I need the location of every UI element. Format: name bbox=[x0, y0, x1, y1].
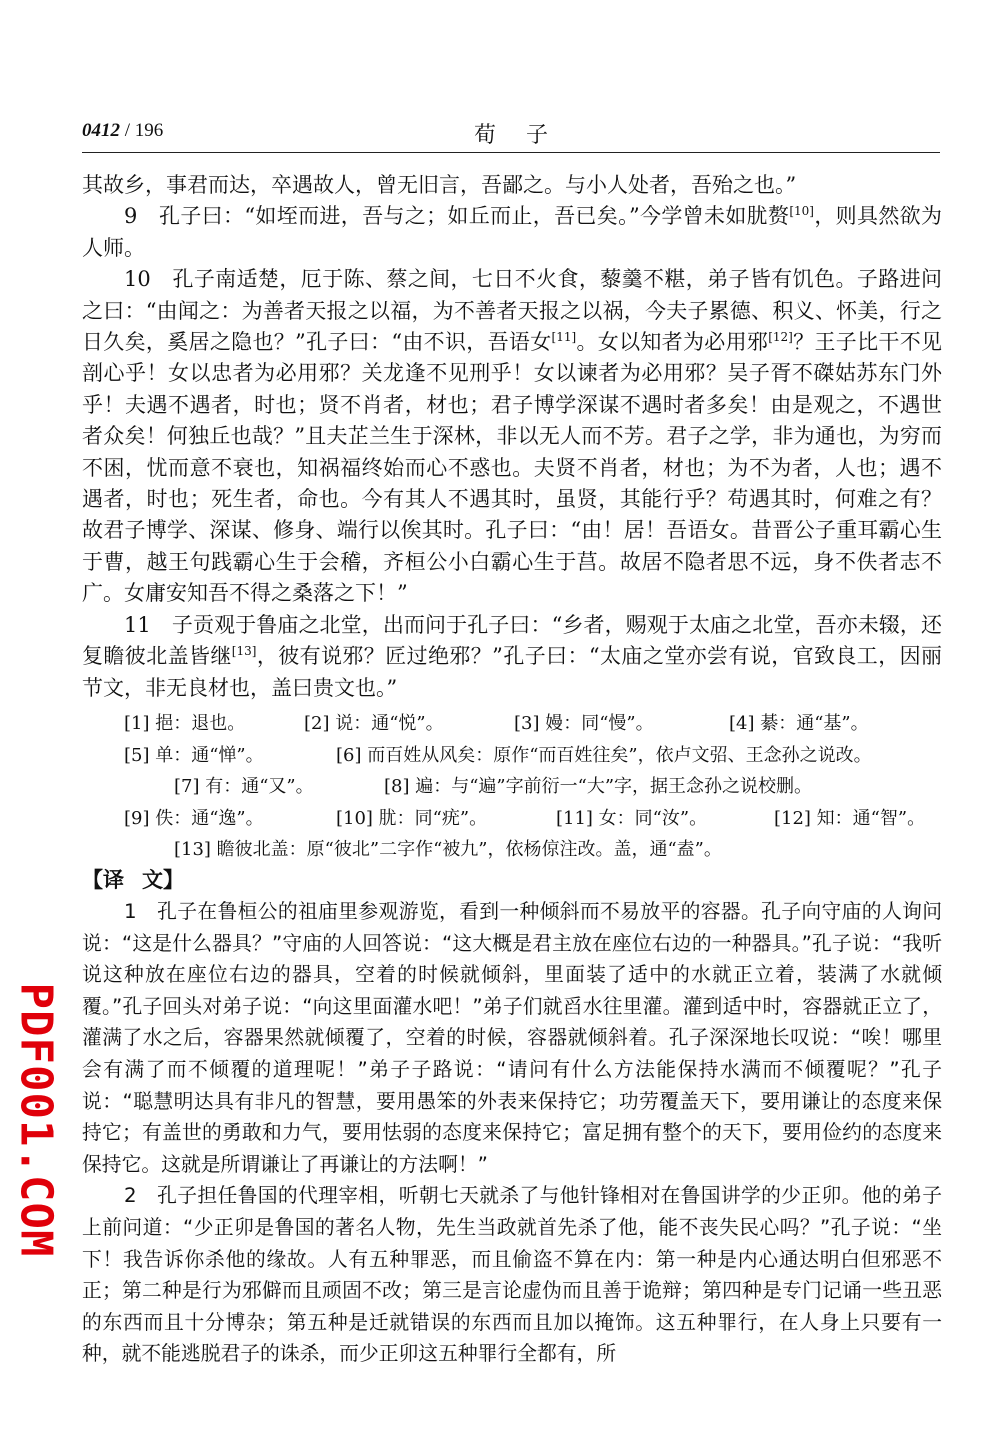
footnote-ref-13: [13] bbox=[231, 644, 257, 659]
note-9: [9] 佚：通“逸”。 bbox=[124, 807, 264, 829]
note-1: [1] 挹：退也。 bbox=[124, 713, 246, 734]
note-11: [11] 女：同“汝”。 bbox=[556, 807, 708, 829]
note-6: [6] 而百姓从风矣：原作“而百姓往矣”，依卢文弨、王念孙之说改。 bbox=[336, 744, 872, 766]
note-row-4 bbox=[124, 803, 944, 835]
note-row-1 bbox=[124, 708, 944, 740]
paragraph-11: 11 子贡观于鲁庙之北堂，出而问于孔子曰：“乡者，赐观于太庙之北堂，吾亦未辍，还复瞻彼北盖皆继[13]，彼有说邪？匠过绝邪？”孔子曰：“太庙之堂亦尝有说，官致良工，因丽节文，非无良材也，盖曰贵文也。” bbox=[82, 612, 942, 700]
note-2: [2] 说：通“悦”。 bbox=[304, 713, 444, 734]
note-3: [3] 嫚：同“慢”。 bbox=[514, 713, 654, 734]
note-10: [10] 肬：同“疣”。 bbox=[336, 807, 488, 829]
annotations bbox=[124, 708, 944, 866]
translation-text bbox=[82, 896, 942, 1370]
note-row-3 bbox=[124, 771, 944, 803]
page-number-value: 196 bbox=[134, 120, 164, 141]
note-7: [7] 有：通“又”。 bbox=[174, 776, 314, 797]
note-13: [13] 瞻彼北盖：原“彼北”二字作“被九”，依杨倞注改。盖，通“盍”。 bbox=[174, 839, 722, 860]
note-row-5 bbox=[124, 834, 944, 866]
paragraph-9: 9 孔子曰：“如垤而进，吾与之；如丘而止，吾已矣。”今学曾未如肬赘[10]，则具然欲为人师。 bbox=[82, 204, 942, 260]
note-8: [8] 遍：与“遍”字前衍一“大”字，据王念孙之说校删。 bbox=[384, 776, 813, 797]
footnote-ref-12: [12] bbox=[768, 330, 793, 345]
carryover-line: 其故乡，事君而达，卒遇故人，曾无旧言，吾鄙之。与小人处者，吾殆之也。” bbox=[82, 173, 797, 197]
page-separator: / bbox=[120, 120, 135, 141]
translation-paragraph-2: 2 孔子担任鲁国的代理宰相，听朝七天就杀了与他针锋相对在鲁国讲学的少正卯。他的弟子上前问道：“少正卯是鲁国的著名人物，先生当政就首先杀了他，能不丧失民心吗？”孔子说：“坐下！我告诉你杀他的缘故。人有五种罪恶，而且偷盗不算在内：第一种是内心通达明白但邪恶不正；第二种是行为邪僻而且顽固不改；第三是言论虚伪而且善于诡辩；第四种是专门记诵一些丑恶的东西而且十分博杂；第五种是迁就错误的东西而且加以掩饰。这五种罪行，在人身上只要有一种，就不能逃脱君子的诛杀，而少正卯这五种罪行全都有，所 bbox=[82, 1184, 942, 1366]
original-text bbox=[82, 170, 942, 704]
section-heading-translation: 【译 文】 bbox=[82, 867, 184, 892]
watermark: PDF001.COM bbox=[10, 982, 62, 1258]
note-12: [12] 知：通“智”。 bbox=[774, 807, 926, 829]
book-title: 荀子 bbox=[473, 123, 578, 148]
translation-paragraph-1: 1 孔子在鲁桓公的祖庙里参观游览，看到一种倾斜而不易放平的容器。孔子向守庙的人询问说：“这是什么器具？”守庙的人回答说：“这大概是君主放在座位右边的一种器具。”孔子说：“我听说这种放在座位右边的器具，空着的时候就倾斜，里面装了适中的水就正立着，装满了水就倾覆。”孔子回头对弟子说：“向这里面灌水吧！”弟子们就舀水往里灌。灌到适中时，容器就正立了，灌满了水之后，容器果然就倾覆了，空着的时候，容器就倾斜着。孔子深深地长叹说：“唉！哪里会有满了而不倾覆的道理呢！”弟子子路说：“请问有什么方法能保持水满而不倾覆呢？”孔子说：“聪慧明达具有非凡的智慧，要用愚笨的外表来保持它；功劳覆盖天下，要用谦让的态度来保持它；有盖世的勇敢和力气，要用怯弱的态度来保持它；富足拥有整个的天下，要用俭约的态度来保持它。这就是所谓谦让了再谦让的方法啊！” bbox=[82, 900, 942, 1176]
note-5: [5] 单：通“惮”。 bbox=[124, 744, 264, 766]
note-row-2 bbox=[124, 740, 944, 772]
page-code: 0412 bbox=[82, 120, 120, 141]
footnote-ref-10: [10] bbox=[789, 204, 814, 219]
footnote-ref-11: [11] bbox=[551, 330, 577, 345]
page-header bbox=[82, 118, 940, 153]
paragraph-10: 10 孔子南适楚，厄于陈、蔡之间，七日不火食，藜羹不糂，弟子皆有饥色。子路进问之曰：“由闻之：为善者天报之以福，为不善者天报之以祸，今夫子累德、积义、怀美，行之日久矣，奚居之隐也？”孔子曰：“由不识，吾语女[11]。女以知者为必用邪[12]？王子比干不见剖心乎！女以忠者为必用邪？关龙逢不见刑乎！女以谏者为必用邪？吴子胥不磔姑苏东门外乎！夫遇不遇者，时也；贤不肖者，材也；君子博学深谋不遇时者多矣！由是观之，不遇世者众矣！何独丘也哉？”且夫芷兰生于深林，非以无人而不芳。君子之学，非为通也，为穷而不困，忧而意不衰也，知祸福终始而心不惑也。夫贤不肖者，材也；为不为者，人也；遇不遇者，时也；死生者，命也。今有其人不遇其时，虽贤，其能行乎？苟遇其时，何难之有？故君子博学、深谋、修身、端行以俟其时。孔子曰：“由！居！吾语女。昔晋公子重耳霸心生于曹，越王句践霸心生于会稽，齐桓公小白霸心生于莒。故居不隐者思不远，身不佚者志不广。女庸安知吾不得之桑落之下！” bbox=[82, 267, 943, 606]
note-4: [4] 綦：通“基”。 bbox=[729, 713, 869, 734]
